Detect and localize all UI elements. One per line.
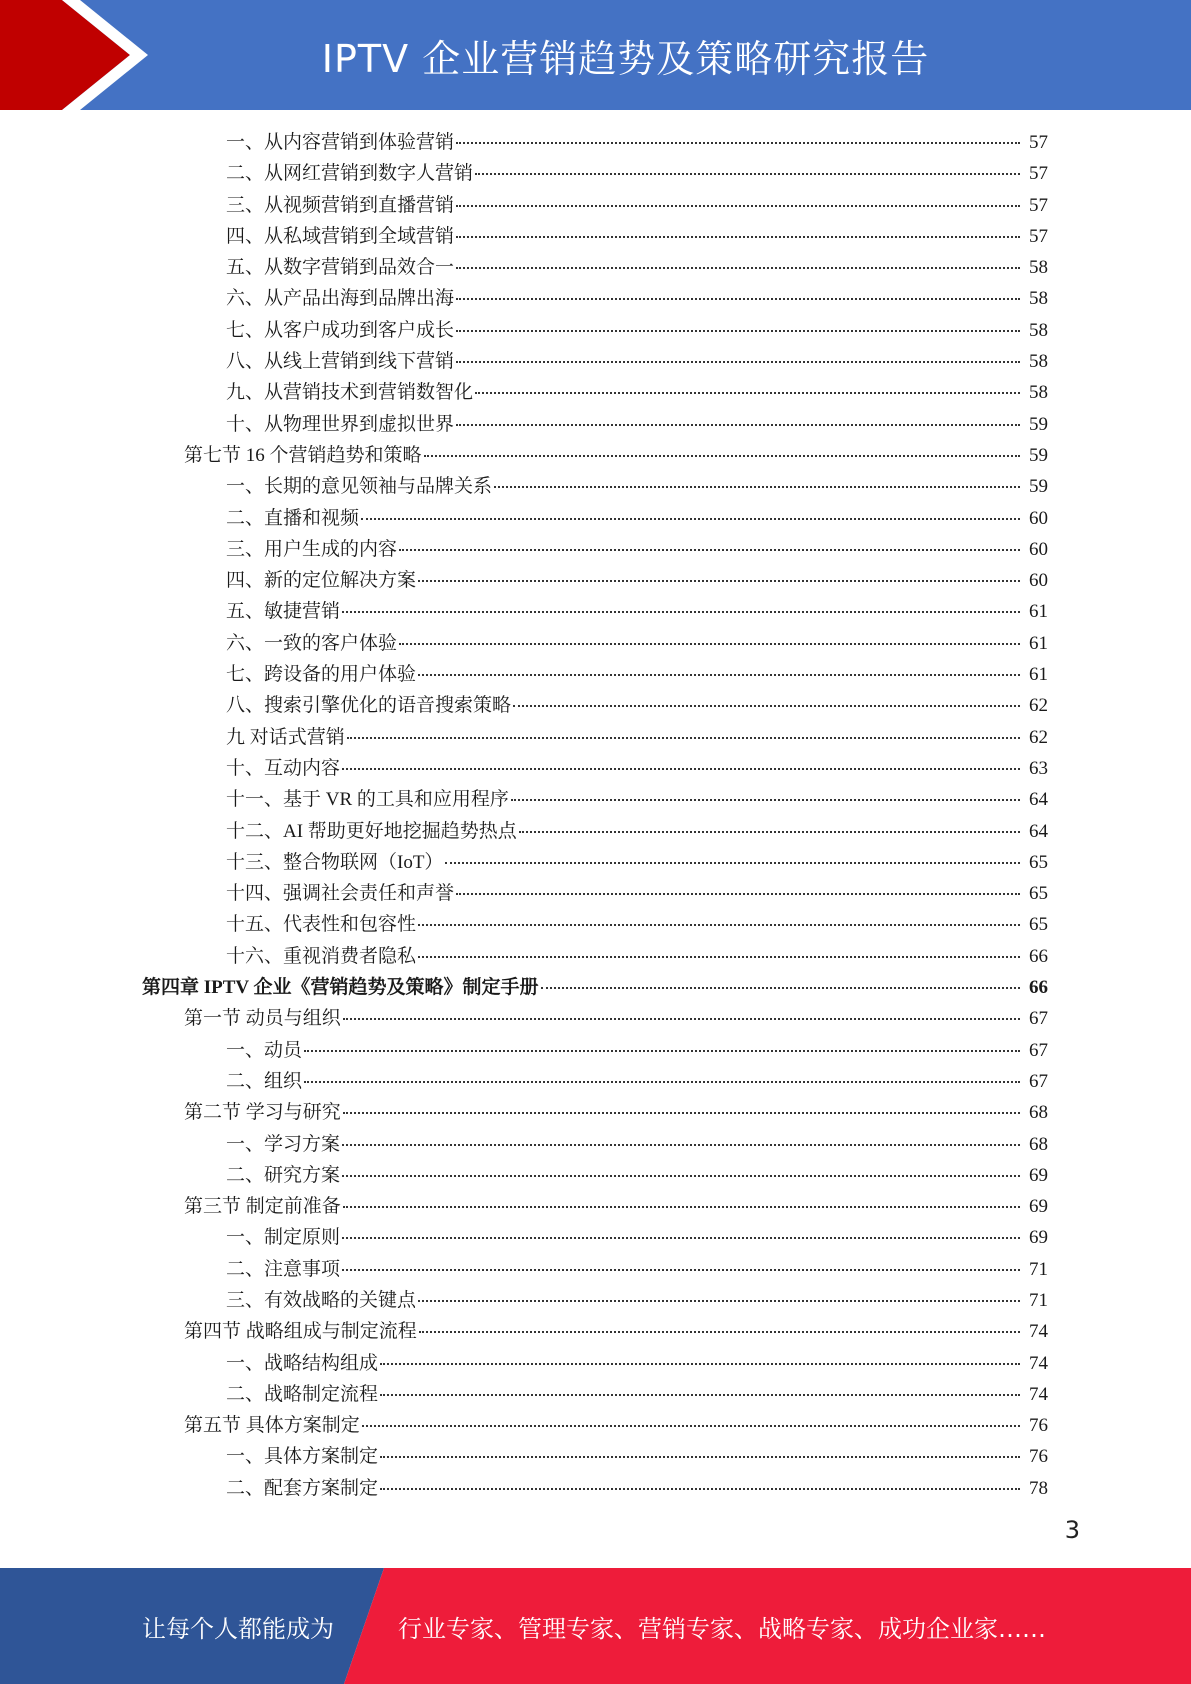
toc-entry[interactable]	[0, 596, 1191, 627]
toc-entry-label: 一、学习方案	[226, 1133, 341, 1155]
toc-entry-page: 61	[1029, 664, 1048, 686]
toc-entry-label: 一、长期的意见领袖与品牌关系	[226, 476, 493, 498]
toc-entry[interactable]	[0, 941, 1191, 972]
toc-entry[interactable]	[0, 221, 1191, 252]
toc-dot-leader	[418, 674, 1020, 676]
toc-entry-page: 57	[1029, 225, 1048, 247]
toc-entry-page: 66	[1029, 945, 1048, 967]
toc-entry-label: 八、从线上营销到线下营销	[226, 351, 455, 373]
toc-dot-leader	[342, 1144, 1020, 1146]
toc-dot-leader	[456, 298, 1020, 300]
toc-dot-leader	[475, 392, 1020, 394]
toc-entry-label: 二、注意事项	[226, 1258, 341, 1280]
toc-entry[interactable]	[0, 1285, 1191, 1316]
toc-entry[interactable]	[0, 158, 1191, 189]
toc-entry-page: 58	[1029, 288, 1048, 310]
toc-dot-leader	[456, 361, 1020, 363]
toc-entry-label: 第五节 具体方案制定	[184, 1415, 360, 1437]
toc-dot-leader	[342, 1175, 1020, 1177]
toc-entry-page: 65	[1029, 914, 1048, 936]
toc-entry-page: 61	[1029, 632, 1048, 654]
toc-dot-leader	[419, 1331, 1020, 1333]
toc-entry-label: 三、有效战略的关键点	[226, 1289, 417, 1311]
toc-entry-label: 一、具体方案制定	[226, 1446, 379, 1468]
toc-entry-label: 六、从产品出海到品牌出海	[226, 288, 455, 310]
toc-entry-label: 十、从物理世界到虚拟世界	[226, 413, 455, 435]
toc-dot-leader	[424, 455, 1020, 457]
toc-dot-leader	[475, 173, 1020, 175]
toc-entry-page: 60	[1029, 570, 1048, 592]
toc-dot-leader	[343, 1206, 1020, 1208]
toc-entry[interactable]	[0, 1035, 1191, 1066]
toc-entry-page: 76	[1029, 1446, 1048, 1468]
toc-entry[interactable]	[0, 377, 1191, 408]
toc-entry[interactable]	[0, 628, 1191, 659]
toc-entry-label: 五、从数字营销到品效合一	[226, 257, 455, 279]
toc-entry[interactable]	[0, 972, 1191, 1003]
toc-entry-label: 三、用户生成的内容	[226, 538, 398, 560]
toc-entry[interactable]	[0, 1348, 1191, 1379]
table-of-contents	[0, 127, 1191, 1504]
toc-entry-page: 71	[1029, 1258, 1048, 1280]
toc-entry-label: 二、研究方案	[226, 1164, 341, 1186]
toc-entry-label: 十四、强调社会责任和声誉	[226, 883, 455, 905]
toc-entry-label: 九 对话式营销	[226, 726, 345, 748]
toc-entry[interactable]	[0, 1379, 1191, 1410]
toc-entry[interactable]	[0, 440, 1191, 471]
toc-dot-leader	[399, 549, 1020, 551]
toc-dot-leader	[456, 267, 1020, 269]
toc-entry-page: 58	[1029, 319, 1048, 341]
toc-dot-leader	[418, 580, 1020, 582]
toc-entry[interactable]	[0, 471, 1191, 502]
toc-dot-leader	[362, 1425, 1020, 1427]
toc-entry-page: 63	[1029, 757, 1048, 779]
toc-entry-page: 61	[1029, 601, 1048, 623]
toc-entry-label: 二、组织	[226, 1070, 303, 1092]
toc-dot-leader	[456, 893, 1020, 895]
toc-entry[interactable]	[0, 878, 1191, 909]
toc-entry-page: 69	[1029, 1164, 1048, 1186]
toc-entry[interactable]	[0, 847, 1191, 878]
toc-dot-leader	[456, 330, 1020, 332]
toc-entry[interactable]	[0, 784, 1191, 815]
page-number: 3	[1064, 1516, 1080, 1544]
toc-entry-page: 57	[1029, 194, 1048, 216]
toc-entry[interactable]	[0, 283, 1191, 314]
page-header	[0, 0, 1191, 110]
toc-entry[interactable]	[0, 1129, 1191, 1160]
toc-dot-leader	[519, 831, 1020, 833]
toc-entry-label: 第一节 动员与组织	[184, 1008, 341, 1030]
toc-entry-label: 第四章 IPTV 企业《营销趋势及策略》制定手册	[142, 977, 539, 999]
toc-entry[interactable]	[0, 127, 1191, 158]
toc-entry-page: 57	[1029, 163, 1048, 185]
toc-entry-label: 十、互动内容	[226, 757, 341, 779]
toc-dot-leader	[513, 705, 1020, 707]
toc-entry-page: 78	[1029, 1477, 1048, 1499]
toc-entry[interactable]	[0, 1003, 1191, 1034]
toc-entry-page: 58	[1029, 382, 1048, 404]
toc-dot-leader	[445, 862, 1020, 864]
toc-dot-leader	[343, 1112, 1020, 1114]
toc-entry[interactable]	[0, 722, 1191, 753]
toc-entry-label: 七、跨设备的用户体验	[226, 664, 417, 686]
toc-entry[interactable]	[0, 1097, 1191, 1128]
toc-dot-leader	[380, 1394, 1020, 1396]
toc-entry-page: 67	[1029, 1008, 1048, 1030]
toc-entry-label: 一、战略结构组成	[226, 1352, 379, 1374]
toc-dot-leader	[347, 737, 1020, 739]
toc-dot-leader	[380, 1456, 1020, 1458]
toc-dot-leader	[342, 611, 1020, 613]
page-footer	[0, 1568, 1191, 1684]
toc-dot-leader	[342, 1237, 1020, 1239]
toc-entry-label: 十二、AI 帮助更好地挖掘趋势热点	[226, 820, 517, 842]
toc-entry[interactable]	[0, 565, 1191, 596]
toc-entry[interactable]	[0, 1316, 1191, 1347]
toc-dot-leader	[380, 1363, 1020, 1365]
toc-entry[interactable]	[0, 1254, 1191, 1285]
toc-entry-label: 一、制定原则	[226, 1227, 341, 1249]
toc-entry-page: 62	[1029, 726, 1048, 748]
toc-entry[interactable]	[0, 816, 1191, 847]
toc-dot-leader	[399, 643, 1020, 645]
toc-dot-leader	[418, 956, 1020, 958]
toc-entry-page: 57	[1029, 132, 1048, 153]
toc-entry-page: 64	[1029, 789, 1048, 811]
toc-entry-label: 二、直播和视频	[226, 507, 360, 529]
toc-dot-leader	[380, 1488, 1020, 1490]
toc-entry-page: 59	[1029, 413, 1048, 435]
toc-entry-page: 67	[1029, 1039, 1048, 1061]
toc-entry[interactable]	[0, 315, 1191, 346]
toc-dot-leader	[342, 768, 1020, 770]
toc-entry-page: 66	[1029, 977, 1048, 999]
toc-entry-page: 69	[1029, 1227, 1048, 1249]
toc-entry-label: 第四节 战略组成与制定流程	[184, 1321, 417, 1343]
toc-dot-leader	[304, 1081, 1020, 1083]
toc-entry[interactable]	[0, 346, 1191, 377]
toc-dot-leader	[343, 1018, 1020, 1020]
toc-entry-label: 十一、基于 VR 的工具和应用程序	[226, 789, 509, 811]
toc-entry-label: 二、从网红营销到数字人营销	[226, 163, 474, 185]
toc-entry-page: 68	[1029, 1102, 1048, 1124]
toc-entry-page: 74	[1029, 1321, 1048, 1343]
toc-entry[interactable]	[0, 1473, 1191, 1504]
toc-dot-leader	[304, 1050, 1020, 1052]
page-title: IPTV 企业营销趋势及策略研究报告	[321, 36, 930, 81]
toc-dot-leader	[418, 1300, 1020, 1302]
toc-entry[interactable]	[0, 690, 1191, 721]
toc-entry[interactable]	[0, 252, 1191, 283]
toc-entry-label: 八、搜索引擎优化的语音搜索策略	[226, 695, 512, 717]
toc-entry[interactable]	[0, 1441, 1191, 1472]
toc-dot-leader	[342, 1269, 1020, 1271]
toc-entry[interactable]	[0, 753, 1191, 784]
toc-entry-page: 65	[1029, 883, 1048, 905]
toc-entry-page: 59	[1029, 444, 1048, 466]
toc-entry-page: 60	[1029, 507, 1048, 529]
toc-dot-leader	[361, 518, 1020, 520]
toc-entry[interactable]	[0, 409, 1191, 440]
toc-entry-page: 71	[1029, 1289, 1048, 1311]
toc-entry[interactable]	[0, 659, 1191, 690]
toc-entry[interactable]	[0, 190, 1191, 221]
footer-slogan-right: 行业专家、管理专家、营销专家、战略专家、成功企业家……	[398, 1614, 1046, 1643]
toc-entry-label: 十六、重视消费者隐私	[226, 945, 417, 967]
toc-dot-leader	[541, 987, 1020, 989]
toc-dot-leader	[456, 236, 1020, 238]
toc-entry-label: 二、战略制定流程	[226, 1383, 379, 1405]
toc-dot-leader	[456, 205, 1020, 207]
toc-entry[interactable]	[0, 909, 1191, 940]
toc-dot-leader	[511, 799, 1020, 801]
toc-entry-label: 三、从视频营销到直播营销	[226, 194, 455, 216]
toc-entry-page: 68	[1029, 1133, 1048, 1155]
toc-dot-leader	[494, 486, 1020, 488]
toc-entry-label: 二、配套方案制定	[226, 1477, 379, 1499]
toc-entry-label: 第七节 16 个营销趋势和策略	[184, 444, 422, 466]
toc-dot-leader	[418, 924, 1020, 926]
toc-entry-page: 74	[1029, 1352, 1048, 1374]
toc-dot-leader	[456, 142, 1020, 144]
toc-entry-label: 十三、整合物联网（IoT）	[226, 851, 444, 873]
toc-entry-page: 76	[1029, 1415, 1048, 1437]
toc-entry-label: 七、从客户成功到客户成长	[226, 319, 455, 341]
toc-entry[interactable]	[0, 1222, 1191, 1253]
toc-entry-page: 67	[1029, 1070, 1048, 1092]
toc-entry-label: 一、动员	[226, 1039, 303, 1061]
toc-entry-page: 58	[1029, 351, 1048, 373]
toc-entry-page: 69	[1029, 1196, 1048, 1218]
toc-dot-leader	[456, 424, 1020, 426]
toc-entry-page: 59	[1029, 476, 1048, 498]
toc-entry-label: 九、从营销技术到营销数智化	[226, 382, 474, 404]
toc-entry-label: 一、从内容营销到体验营销	[226, 132, 455, 153]
footer-slogan-left: 让每个人都能成为	[142, 1614, 334, 1643]
toc-entry-label: 十五、代表性和包容性	[226, 914, 417, 936]
toc-entry[interactable]	[0, 1410, 1191, 1441]
toc-entry-label: 五、敏捷营销	[226, 601, 341, 623]
toc-entry[interactable]	[0, 1160, 1191, 1191]
toc-entry-page: 64	[1029, 820, 1048, 842]
toc-entry[interactable]	[0, 503, 1191, 534]
toc-entry[interactable]	[0, 1066, 1191, 1097]
toc-entry-label: 六、一致的客户体验	[226, 632, 398, 654]
toc-entry-label: 第二节 学习与研究	[184, 1102, 341, 1124]
toc-entry-page: 65	[1029, 851, 1048, 873]
toc-entry-page: 62	[1029, 695, 1048, 717]
toc-entry-label: 四、新的定位解决方案	[226, 570, 417, 592]
toc-entry[interactable]	[0, 1191, 1191, 1222]
toc-entry-page: 58	[1029, 257, 1048, 279]
toc-entry-page: 60	[1029, 538, 1048, 560]
toc-entry[interactable]	[0, 534, 1191, 565]
toc-entry-page: 74	[1029, 1383, 1048, 1405]
toc-entry-label: 第三节 制定前准备	[184, 1196, 341, 1218]
toc-entry-label: 四、从私域营销到全域营销	[226, 225, 455, 247]
